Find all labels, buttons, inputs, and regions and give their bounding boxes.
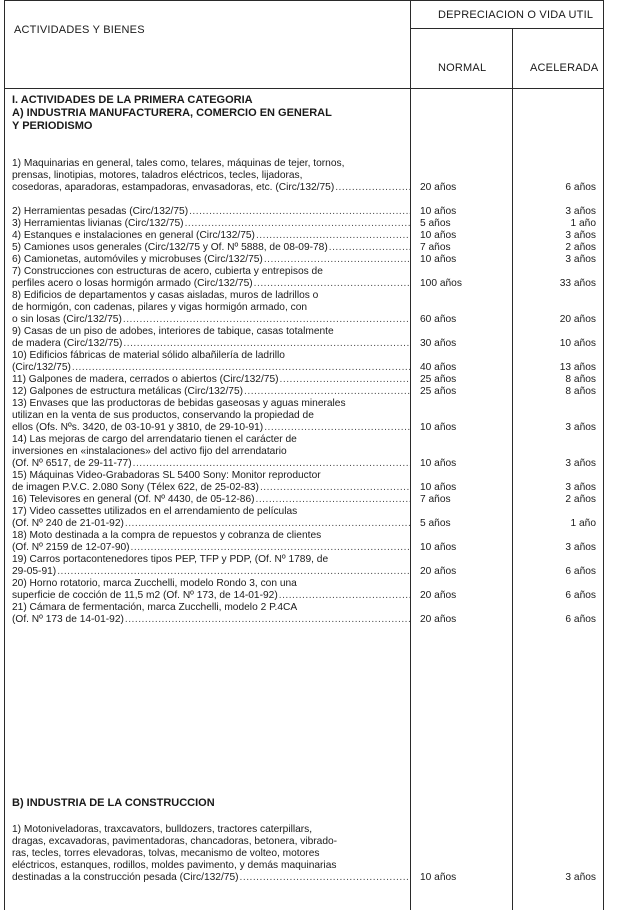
accelerated-life-value: 3 años <box>565 254 596 265</box>
table-right-border <box>603 0 604 910</box>
header-bottom-border <box>4 88 604 89</box>
list-item <box>12 326 410 350</box>
item-text: (Of. Nº 6517, de 29-11-77) <box>12 458 132 469</box>
item-text-line <box>12 386 410 398</box>
header-activities: ACTIVIDADES Y BIENES <box>14 24 145 36</box>
normal-life-value: 25 años <box>420 374 457 385</box>
header-accelerated: ACELERADA <box>530 62 599 74</box>
item-text: 1) Maquinarias en general, tales como, telares, máquinas de tejer, tornos, <box>12 158 345 169</box>
column-divider-normal-accelerated <box>512 28 513 910</box>
normal-life-value: 10 años <box>420 230 457 241</box>
list-item <box>12 434 410 470</box>
accelerated-life-value: 2 años <box>565 242 596 253</box>
item-text-line <box>12 230 410 242</box>
item-text: superficie de cocción de 11,5 m2 (Of. Nº 173, de 14-01-92) <box>12 590 278 601</box>
list-item <box>12 470 410 494</box>
accelerated-life-value: 3 años <box>565 872 596 883</box>
list-item <box>12 506 410 530</box>
item-text-line <box>12 602 410 614</box>
item-text: perfiles acero o losas hormigón armado (Circ/132/75) <box>12 278 253 289</box>
accelerated-life-value: 3 años <box>565 206 596 217</box>
normal-life-value: 10 años <box>420 542 457 553</box>
item-text-line <box>12 518 410 530</box>
item-text: o sin losas (Circ/132/75) <box>12 314 122 325</box>
list-item <box>12 494 410 506</box>
item-text-line <box>12 302 410 314</box>
item-text-line <box>12 458 410 470</box>
item-text-line <box>12 374 410 386</box>
section-title-first-category: I. ACTIVIDADES DE LA PRIMERA CATEGORIA <box>12 94 253 106</box>
item-text-line <box>12 206 410 218</box>
list-item <box>12 158 410 194</box>
list-item <box>12 578 410 602</box>
list-item <box>12 554 410 578</box>
item-text: 1) Motoniveladoras, traxcavators, bulldozers, tractores caterpillars, <box>12 824 313 835</box>
normal-life-value: 7 años <box>420 242 451 253</box>
normal-life-value: 10 años <box>420 422 457 433</box>
header-depreciation: DEPRECIACION O VIDA UTIL <box>438 9 594 21</box>
item-text-line <box>12 326 410 338</box>
header-top-border <box>4 0 604 1</box>
normal-life-value: 5 años <box>420 518 451 529</box>
normal-life-value: 7 años <box>420 494 451 505</box>
normal-life-value: 25 años <box>420 386 457 397</box>
item-text: (Of. Nº 240 de 21-01-92) <box>12 518 124 529</box>
item-text: 4) Estanques e instalaciones en general (Circ/132/75) <box>12 230 255 241</box>
normal-life-value: 5 años <box>420 218 451 229</box>
item-text: (Of. Nº 2159 de 12-07-90) <box>12 542 130 553</box>
item-text: de madera (Circ/132/75) <box>12 338 123 349</box>
item-text-line <box>12 590 410 602</box>
item-text: 5) Camiones usos generales (Circ/132/75 y Of. Nº 5888, de 08-09-78) <box>12 242 328 253</box>
accelerated-life-value: 3 años <box>565 230 596 241</box>
normal-life-value: 60 años <box>420 314 457 325</box>
item-text: ras, tecles, torres elevadoras, tolvas, mecanismo de volteo, motores <box>12 848 320 859</box>
normal-life-value: 10 años <box>420 458 457 469</box>
item-text: 14) Las mejoras de cargo del arrendatario tienen el carácter de <box>12 434 297 445</box>
list-item <box>12 206 410 218</box>
item-text: 3) Herramientas livianas (Circ/132/75) <box>12 218 184 229</box>
list-item <box>12 350 410 374</box>
item-text: 2) Herramientas pesadas (Circ/132/75) <box>12 206 189 217</box>
section-title-manufacturing-cont: Y PERIODISMO <box>12 120 93 132</box>
item-text-line <box>12 494 410 506</box>
section-title-construction: B) INDUSTRIA DE LA CONSTRUCCION <box>12 797 215 809</box>
item-text: 6) Camionetas, automóviles y microbuses (Circ/132/75) <box>12 254 263 265</box>
item-text-line <box>12 218 410 230</box>
accelerated-life-value: 3 años <box>565 542 596 553</box>
item-text: 29-05-91) <box>12 566 57 577</box>
list-item <box>12 230 410 242</box>
item-text-line <box>12 266 410 278</box>
item-text-line <box>12 824 410 836</box>
normal-life-value: 10 años <box>420 482 457 493</box>
item-text: de imagen P.V.C. 2.080 Sony (Télex 622, de 25-02-83) <box>12 482 259 493</box>
list-item <box>12 602 410 626</box>
item-text: utilizan en la venta de sus productos, conservando la propiedad de <box>12 410 314 421</box>
accelerated-life-value: 3 años <box>565 458 596 469</box>
list-item <box>12 824 410 884</box>
item-text: 9) Casas de un piso de adobes, interiores de tabique, casas totalmente <box>12 326 334 337</box>
item-text-line <box>12 530 410 542</box>
accelerated-life-value: 6 años <box>565 590 596 601</box>
item-text: (Of. Nº 173 de 14-01-92) <box>12 614 124 625</box>
item-text-line <box>12 278 410 290</box>
normal-life-value: 20 años <box>420 182 457 193</box>
item-text: 21) Cámara de fermentación, marca Zucchelli, modelo 2 P.4CA <box>12 602 298 613</box>
normal-life-value: 30 años <box>420 338 457 349</box>
column-divider-activities <box>410 0 411 910</box>
item-text-line <box>12 434 410 446</box>
item-text-line <box>12 836 410 848</box>
accelerated-life-value: 20 años <box>559 314 596 325</box>
item-text-line <box>12 242 410 254</box>
item-text-line <box>12 338 410 350</box>
item-text: 15) Máquinas Video-Grabadoras SL 5400 Sony: Monitor reproductor <box>12 470 321 481</box>
item-text-line <box>12 566 410 578</box>
list-item <box>12 530 410 554</box>
normal-life-value: 20 años <box>420 614 457 625</box>
normal-life-value: 10 años <box>420 206 457 217</box>
item-text-line <box>12 410 410 422</box>
item-text: (Circ/132/75) <box>12 362 71 373</box>
item-text-line <box>12 860 410 872</box>
accelerated-life-value: 1 año <box>570 518 596 529</box>
accelerated-life-value: 33 años <box>559 278 596 289</box>
list-item <box>12 266 410 290</box>
item-text-line <box>12 542 410 554</box>
accelerated-life-value: 10 años <box>559 338 596 349</box>
item-text-line <box>12 350 410 362</box>
table-left-border <box>4 0 5 910</box>
accelerated-life-value: 6 años <box>565 566 596 577</box>
accelerated-life-value: 13 años <box>559 362 596 373</box>
item-text: de hormigón, con cadenas, pilares y vigas hormigón armado, con <box>12 302 308 313</box>
accelerated-life-value: 8 años <box>565 386 596 397</box>
list-item <box>12 374 410 386</box>
item-text: 8) Edificios de departamentos y casas aisladas, muros de ladrillos o <box>12 290 319 301</box>
item-text-line <box>12 848 410 860</box>
accelerated-life-value: 3 años <box>565 422 596 433</box>
list-item <box>12 218 410 230</box>
normal-life-value: 20 años <box>420 566 457 577</box>
list-item <box>12 386 410 398</box>
item-text-line <box>12 422 410 434</box>
item-text-line <box>12 398 410 410</box>
item-text: dragas, excavadoras, pavimentadoras, chancadoras, betonera, vibrado- <box>12 836 338 847</box>
item-text: ellos (Ofs. Nºs. 3420, de 03-10-91 y 3810, de 29-10-91) <box>12 422 264 433</box>
normal-life-value: 100 años <box>420 278 462 289</box>
header-depreciation-underline <box>410 28 604 29</box>
item-text: prensas, linotipias, motores, taladros eléctricos, tecles, lijadoras, <box>12 170 303 181</box>
section-title-manufacturing: A) INDUSTRIA MANUFACTURERA, COMERCIO EN GENERAL <box>12 107 332 119</box>
item-text: 13) Envases que las productoras de bebidas gaseosas y aguas minerales <box>12 398 346 409</box>
item-text: 19) Carros portacontenedores tipos PEP, TFP y PDP, (Of. Nº 1789, de <box>12 554 329 565</box>
item-text-line <box>12 482 410 494</box>
item-text-line <box>12 170 410 182</box>
item-text-line <box>12 362 410 374</box>
item-text-line <box>12 446 410 458</box>
item-text: 17) Video cassettes utilizados en el arrendamiento de películas <box>12 506 298 517</box>
item-text-line <box>12 182 410 194</box>
accelerated-life-value: 1 año <box>570 218 596 229</box>
item-text-line <box>12 470 410 482</box>
item-text-line <box>12 290 410 302</box>
list-item <box>12 398 410 434</box>
item-text: 11) Galpones de madera, cerrados o abiertos (Circ/132/75) <box>12 374 279 385</box>
accelerated-life-value: 2 años <box>565 494 596 505</box>
normal-life-value: 20 años <box>420 590 457 601</box>
item-text: 20) Horno rotatorio, marca Zucchelli, modelo Rondo 3, con una <box>12 578 297 589</box>
item-text: 18) Moto destinada a la compra de repuestos y cobranza de clientes <box>12 530 322 541</box>
list-item <box>12 242 410 254</box>
item-text-line <box>12 614 410 626</box>
item-text-line <box>12 872 410 884</box>
accelerated-life-value: 6 años <box>565 182 596 193</box>
item-text: cosedoras, aparadoras, estampadoras, envasadoras, etc. (Circ/132/75) <box>12 182 335 193</box>
normal-life-value: 10 años <box>420 254 457 265</box>
list-item <box>12 290 410 326</box>
list-item <box>12 254 410 266</box>
item-text-line <box>12 254 410 266</box>
item-text-line <box>12 158 410 170</box>
normal-life-value: 40 años <box>420 362 457 373</box>
accelerated-life-value: 3 años <box>565 482 596 493</box>
item-text: inversiones en «instalaciones» del activo fijo del arrendatario <box>12 446 287 457</box>
item-text-line <box>12 506 410 518</box>
item-text: eléctricos, estanques, rodillos, moldes pavimento, y demás maquinarias <box>12 860 337 871</box>
item-text-line <box>12 578 410 590</box>
accelerated-life-value: 6 años <box>565 614 596 625</box>
header-normal: NORMAL <box>438 62 487 74</box>
item-text: 10) Edificios fábricas de material sólido albañilería de ladrillo <box>12 350 285 361</box>
accelerated-life-value: 8 años <box>565 374 596 385</box>
item-text: 16) Televisores en general (Of. Nº 4430, de 05-12-86) <box>12 494 255 505</box>
item-text-line <box>12 314 410 326</box>
item-text: 7) Construcciones con estructuras de acero, cubierta y entrepisos de <box>12 266 323 277</box>
normal-life-value: 10 años <box>420 872 457 883</box>
item-text-line <box>12 554 410 566</box>
item-text: destinadas a la construcción pesada (Circ/132/75) <box>12 872 239 883</box>
item-text: 12) Galpones de estructura metálicas (Circ/132/75) <box>12 386 244 397</box>
